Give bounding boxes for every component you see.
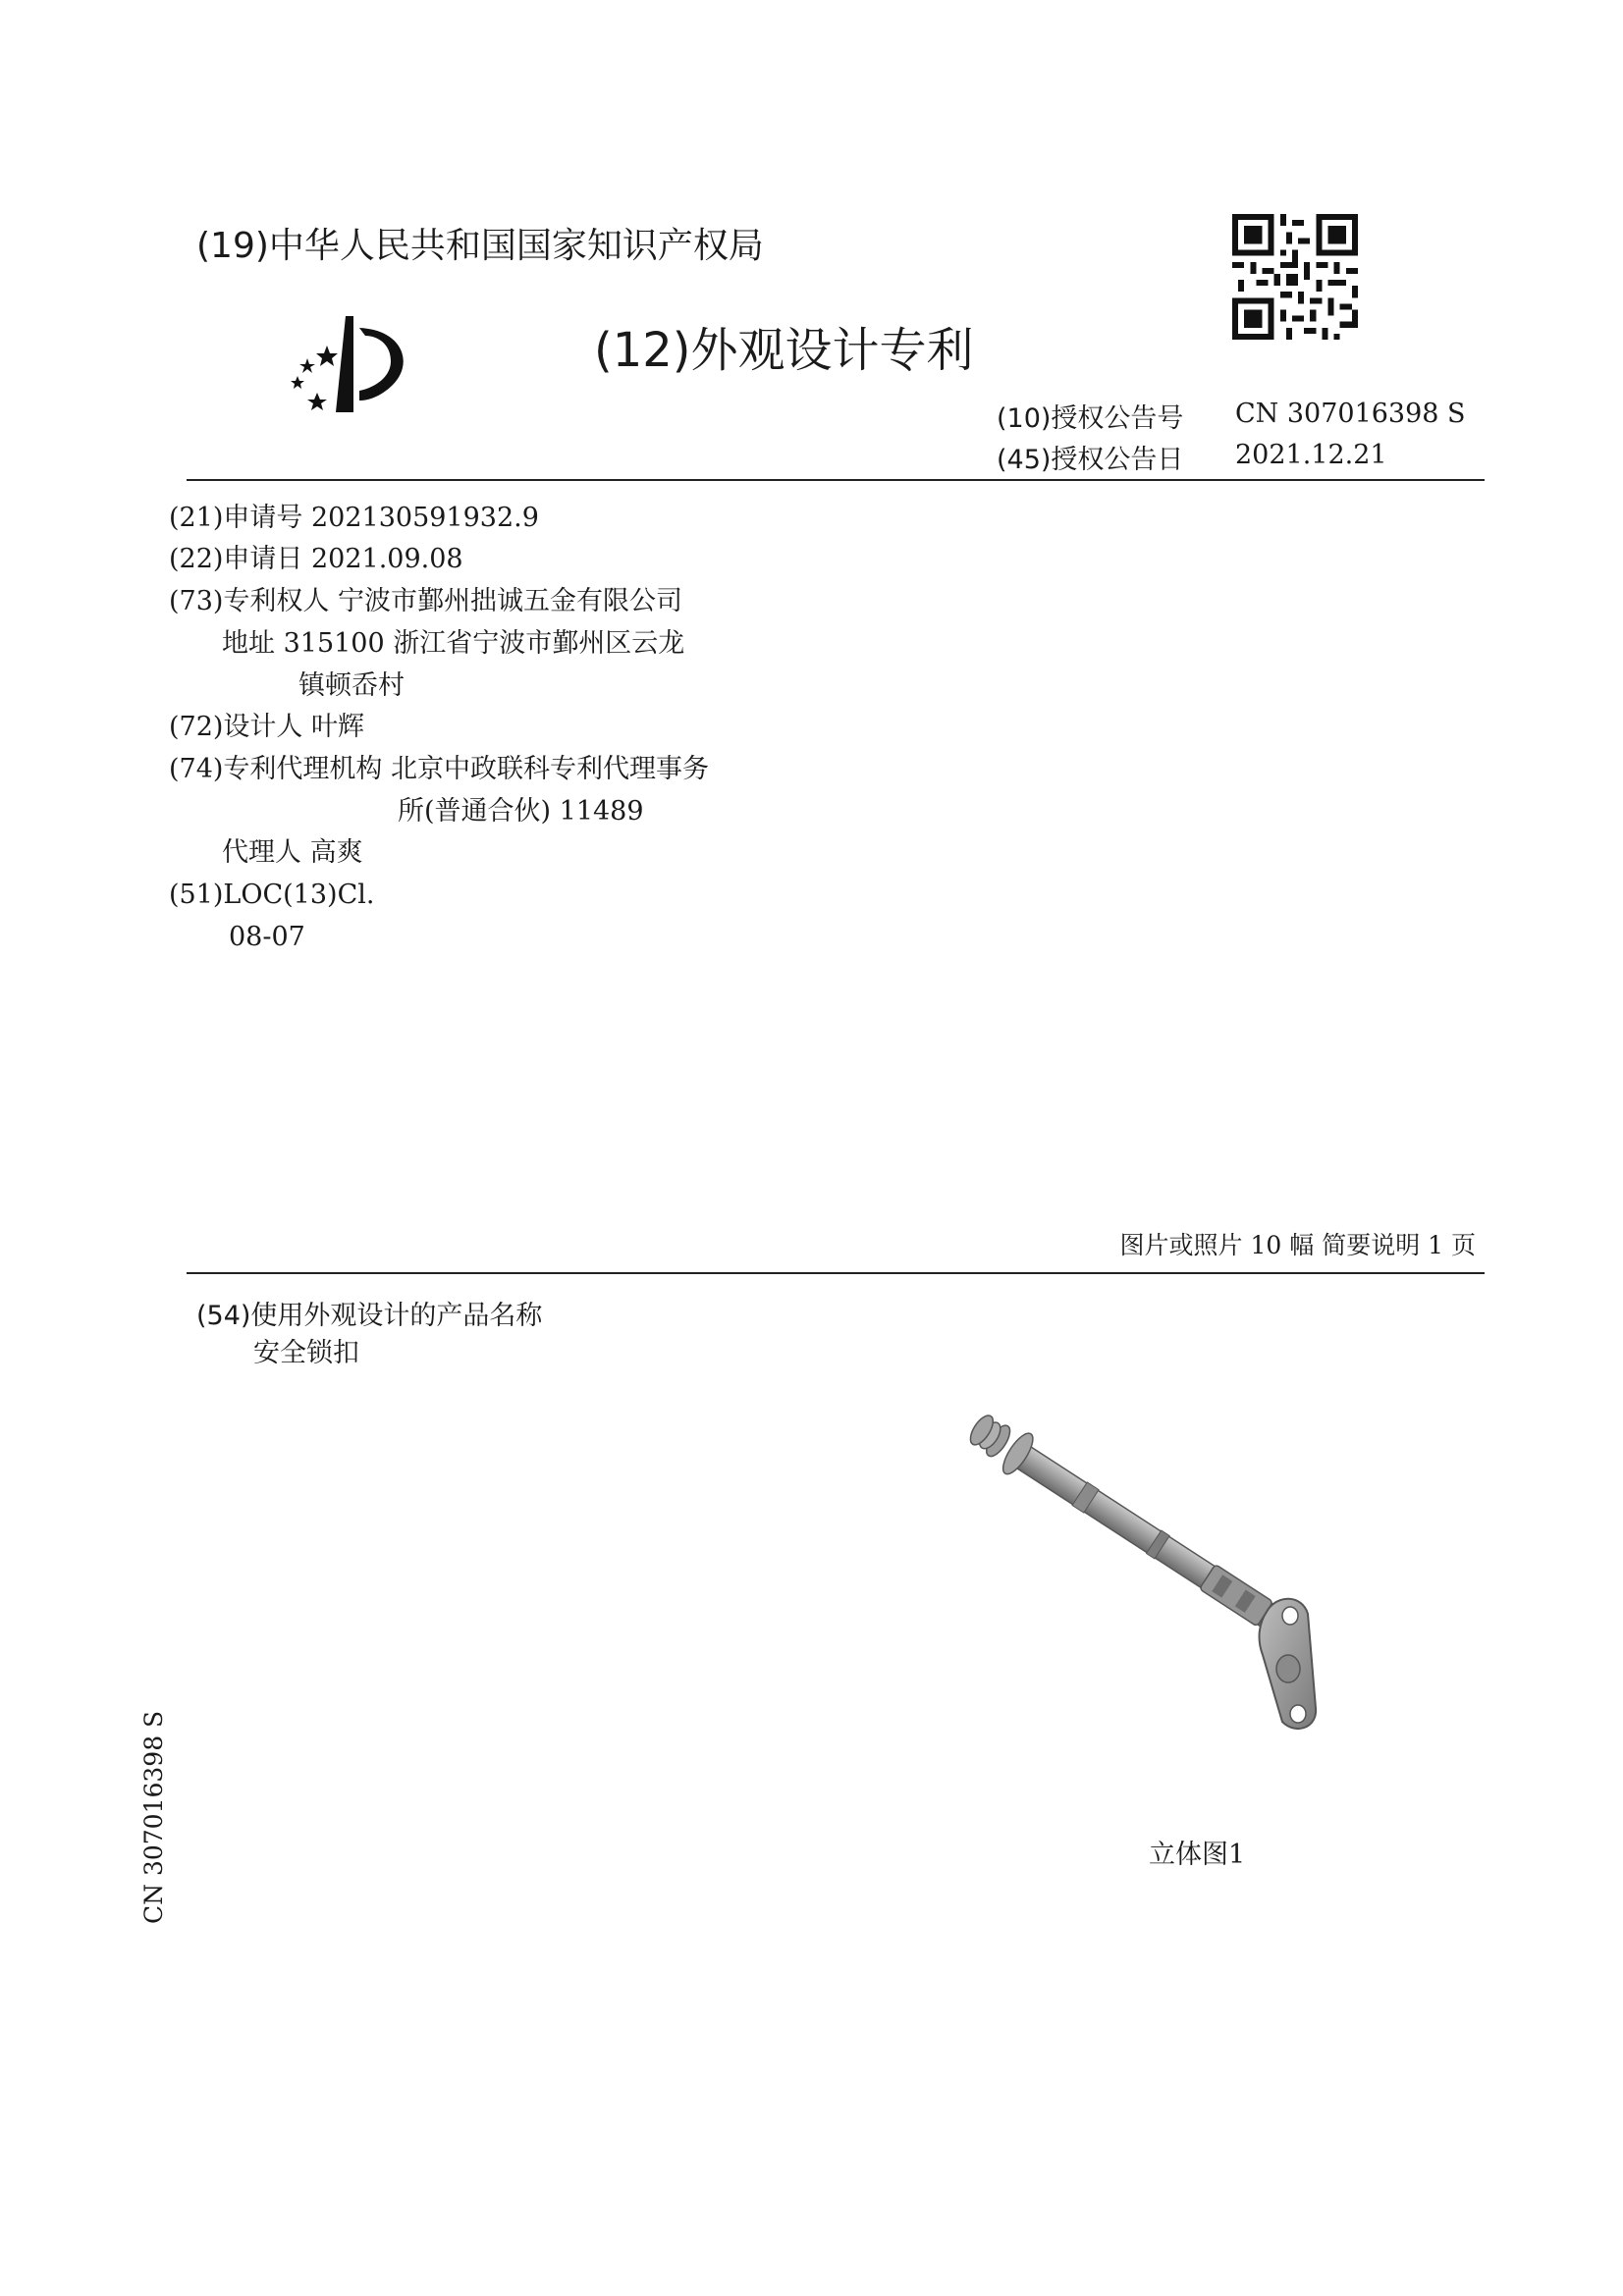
qr-code <box>1232 214 1358 340</box>
address-line-1: 地址 315100 浙江省宁波市鄞州区云龙 <box>222 628 685 659</box>
pub-date-value: 2021.12.21 <box>1235 440 1387 470</box>
application-date: (22)申请日 2021.09.08 <box>169 544 463 574</box>
office-name: (19)中华人民共和国国家知识产权局 <box>196 226 764 266</box>
header-divider <box>187 479 1485 481</box>
address-line-2: 镇顿岙村 <box>298 670 405 701</box>
agency-line-1: (74)专利代理机构 北京中政联科专利代理事务 <box>169 754 710 784</box>
designer: (72)设计人 叶辉 <box>169 712 365 742</box>
document-type: (12)外观设计专利 <box>594 323 974 378</box>
agency-line-2: 所(普通合伙) 11489 <box>398 796 644 827</box>
pub-number-label: (10)授权公告号 <box>997 403 1184 434</box>
summary-divider <box>187 1272 1485 1274</box>
figure-caption: 立体图1 <box>1149 1840 1246 1870</box>
loc-classification: (51)LOC(13)Cl. <box>169 880 375 910</box>
cnipa-logo <box>275 304 422 427</box>
product-name-label: (54)使用外观设计的产品名称 <box>196 1301 543 1331</box>
product-name: 安全锁扣 <box>253 1338 359 1368</box>
application-number: (21)申请号 202130591932.9 <box>169 503 539 533</box>
agent: 代理人 高爽 <box>222 837 363 868</box>
product-figure <box>943 1384 1453 1796</box>
loc-code: 08-07 <box>229 922 305 952</box>
side-publication-number: CN 307016398 S <box>139 1710 168 1924</box>
pub-date-label: (45)授权公告日 <box>997 445 1184 475</box>
pub-number-value: CN 307016398 S <box>1235 399 1466 429</box>
figure-summary: 图片或照片 10 幅 简要说明 1 页 <box>1119 1231 1476 1259</box>
patentee: (73)专利权人 宁波市鄞州拙诚五金有限公司 <box>169 586 683 616</box>
